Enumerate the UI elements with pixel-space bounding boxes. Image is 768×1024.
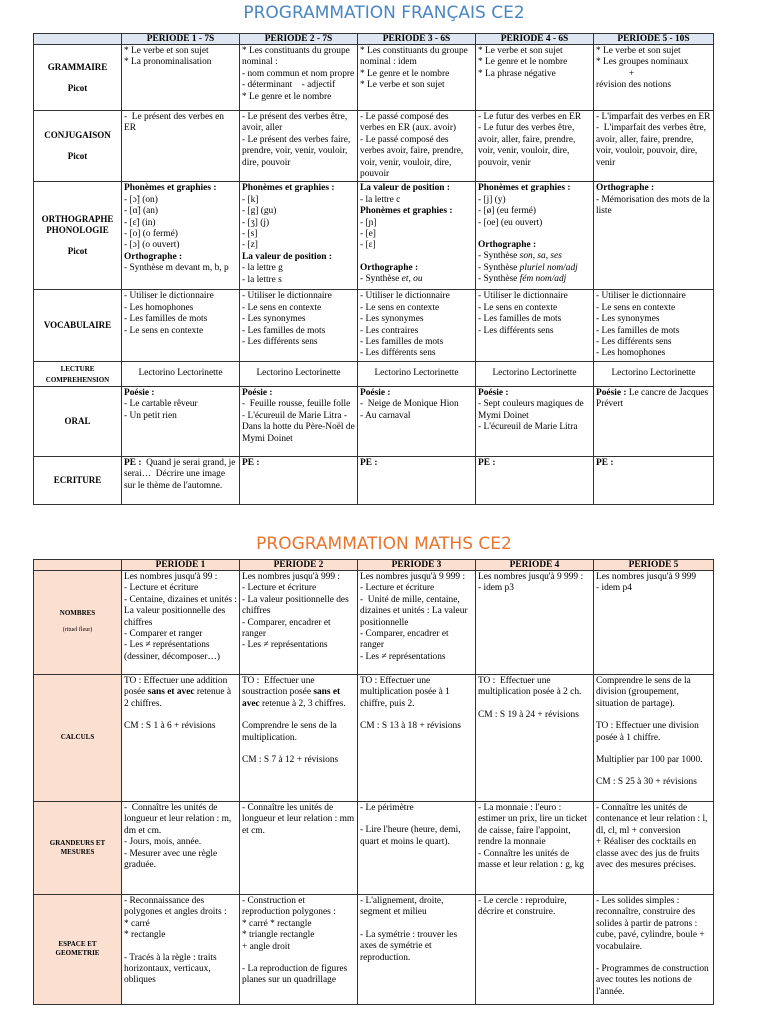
cell-line: - Lire l'heure (heure, demi, quart et moins le quart). [360, 825, 463, 847]
blank-line [360, 919, 473, 930]
cell-line: Orthographe : [596, 183, 655, 194]
cell-line: - Synthèse fém nom/adj [478, 274, 567, 285]
cell-line: * La phrase négative [478, 68, 556, 79]
table-cell [122, 674, 240, 801]
table-row [34, 182, 714, 290]
cell-line: - Connaître les unités de longueur et leur relation : m, dm et cm. [124, 802, 234, 836]
cell-line: - Utiliser le dictionnaire [242, 291, 332, 302]
cell-line: - Le sens en contexte [242, 302, 322, 313]
table-cell [122, 290, 240, 361]
row-label: GRANDEURS ET MESURES [49, 838, 106, 856]
table-cell [476, 801, 594, 894]
cell-line: Poésie : Le cancre de Jacques Prévert [596, 387, 711, 410]
cell-line: * triangle rectangle [242, 930, 315, 941]
cell-line: - Les différents sens [596, 337, 672, 348]
cell-line: - Mesurer avec une règle graduée. [124, 848, 220, 870]
cell-line: - Comparer, encadrer et ranger [242, 617, 333, 639]
table-cell [358, 111, 476, 182]
cell-line: révision des notions [596, 80, 671, 91]
cell-line: - La reproduction de figures planes sur un quadrillage [242, 963, 350, 986]
cell-line: - Le passé composé des verbes avoir, faire, prendre, voir, venir, vouloir, dire, pouvoir [360, 134, 466, 180]
table-cell [476, 386, 594, 456]
table-cell [358, 674, 476, 801]
cell-line: - Utiliser le dictionnaire [360, 291, 450, 302]
cell-line: - Les contraires [360, 325, 419, 336]
corner-cell [34, 34, 122, 45]
table-cell [476, 111, 594, 182]
table-row [34, 386, 714, 456]
cell-line: - [z] [242, 240, 258, 251]
cell-line: - Les solides simples : reconnaître, construire des solides à partir de patrons : cube, pavé, cylindre, boule + vocabulaire. [596, 895, 707, 952]
cell-line: - Synthèse m devant m, b, p [124, 263, 229, 274]
cell-line: - [e] [360, 229, 376, 240]
table-cell [240, 801, 358, 894]
cell-line: Orthographe : [478, 240, 537, 251]
cell-line: CM : S 7 à 12 + révisions [242, 754, 339, 765]
cell-line: * Le genre et le nombre [360, 68, 450, 79]
cell-line: - Comparer et ranger [124, 628, 203, 639]
cell-line: Comprendre le sens de la multiplication. [242, 721, 340, 743]
blank-line [124, 710, 237, 721]
period-header: PERIODE 2 - 7S [240, 34, 358, 45]
cell-line: - Un petit rien [124, 410, 177, 421]
cell-line: Les nombres jusqu'à 9 999 [596, 571, 697, 582]
cell-line: - La monnaie : l'euro : estimer un prix, lire un ticket de caisse, faire l'appoint, rendre la monnaie [478, 802, 590, 848]
table-cell [594, 894, 714, 1004]
cell-line: - Sept couleurs magiques de Mymi Doinet [478, 399, 587, 421]
cell-line: - La symétrie : trouver les axes de symétrie et reproduction. [360, 929, 460, 963]
table-cell [594, 182, 714, 290]
maths-header-row [34, 559, 714, 570]
row-label: NOMBRES [59, 609, 96, 618]
row-header [34, 111, 122, 182]
maths-program-table [33, 559, 714, 1005]
cell-line: Poésie : [360, 387, 391, 398]
cell-line: - Les familles de mots [596, 325, 680, 336]
table-cell [240, 570, 358, 674]
table-row [34, 290, 714, 361]
table-row [34, 361, 714, 386]
cell-line: Phonèmes et graphies : [242, 183, 335, 194]
period-header: PERIODE 4 [476, 559, 594, 570]
table-cell [122, 45, 240, 111]
cell-line: - [ɛ̃] (in) [124, 217, 156, 228]
cell-line: - Les synonymes [360, 314, 424, 325]
blank-line [124, 942, 237, 953]
cell-line: - la lettre s [242, 274, 282, 285]
cell-line: CM : S 25 à 30 + révisions [596, 777, 697, 788]
table-cell [358, 570, 476, 674]
blank-line [478, 699, 591, 710]
maths-table-body [34, 570, 714, 1004]
cell-line: - Les familles de mots [124, 314, 208, 325]
period-header: PERIODE 3 - 6S [358, 34, 476, 45]
row-header [34, 182, 122, 290]
row-header [34, 674, 122, 801]
cell-line: Phonèmes et graphies : [124, 183, 217, 194]
cell-line: - déterminant - adjectif [242, 80, 336, 91]
table-cell [476, 45, 594, 111]
cell-line: CM : S 13 à 18 + révisions [360, 721, 461, 732]
cell-line: * Le verbe et son sujet [360, 80, 445, 91]
table-cell [476, 456, 594, 504]
cell-line: * Le verbe et son sujet [596, 46, 681, 56]
cell-line: - Tracés à la règle : traits horizontaux, verticaux, obliques [124, 952, 220, 986]
cell-line: * carré [124, 918, 150, 929]
cell-line: Lectorino Lectorinette [138, 368, 223, 379]
row-header [34, 361, 122, 386]
table-cell [594, 570, 714, 674]
blank-line [596, 766, 711, 777]
cell-line: - Connaître les unités de masse et leur relation : g, kg [478, 848, 584, 870]
table-cell [358, 45, 476, 111]
row-label: ORTHOGRAPHE PHONOLOGIE [41, 214, 114, 236]
table-cell [122, 111, 240, 182]
table-cell [594, 674, 714, 801]
blank-line [596, 953, 711, 964]
row-label: LECTURE COMPREHENSION [45, 364, 110, 384]
cell-line: - L'imparfait des verbes en ER [596, 112, 711, 122]
cell-line: - Les synonymes [596, 314, 660, 325]
cell-line: - [oe] (eu ouvert) [478, 217, 543, 228]
table-row [34, 45, 714, 111]
cell-line: Les nombres jusqu'à 9 999 : [360, 571, 466, 582]
table-cell [240, 182, 358, 290]
table-cell [358, 894, 476, 1004]
cell-line: - L'écureuil de Marie Litra [478, 422, 578, 433]
blank-line [242, 710, 355, 721]
cell-line: Orthographe : [124, 251, 183, 262]
cell-line: - Le cercle : reproduire, décrire et construire. [478, 895, 570, 918]
table-cell [358, 290, 476, 361]
table-row [34, 111, 714, 182]
cell-line: - Le sens en contexte [596, 302, 676, 313]
table-cell [358, 182, 476, 290]
cell-line: - Reconnaissance des polygones et angles droits : [124, 895, 227, 918]
cell-line: - Au carnaval [360, 410, 411, 421]
cell-line: PE : [478, 457, 496, 468]
period-header: PERIODE 2 [240, 559, 358, 570]
cell-line: - Les ≠ représentations (dessiner, décomposer…) [124, 640, 220, 662]
cell-line: - Feuille rousse, feuille folle - L'écureuil de Marie Litra - Dans la hotte du Père-Noël de Mymi Doinet [242, 399, 358, 444]
cell-line: - Connaître les unités de contenance et leur relation : l, dl, cl, ml + conversion [596, 802, 710, 836]
cell-line: - [j] (y) [478, 194, 506, 205]
cell-line: - Lecture et écriture [124, 583, 199, 594]
row-sublabel: Picot [67, 151, 88, 162]
cell-line: Lectorino Lectorinette [374, 368, 459, 379]
table-row [34, 456, 714, 504]
blank-line [360, 814, 473, 825]
table-cell [240, 456, 358, 504]
cell-line: - Les différents sens [478, 325, 554, 336]
cell-line: - [ɲ] [360, 217, 377, 228]
cell-line: - Synthèse et, ou [360, 274, 423, 285]
cell-line: Orthographe : [360, 262, 419, 273]
period-header: PERIODE 1 [122, 559, 240, 570]
cell-line: - [ʒ] (j) [242, 217, 270, 228]
table-cell [240, 290, 358, 361]
cell-line: Les nombres jusqu'à 999 : [242, 571, 341, 582]
row-label: GRAMMAIRE [47, 61, 108, 72]
table-cell [476, 290, 594, 361]
cell-line: - La valeur positionnelle des chiffres [242, 594, 352, 617]
cell-line: - Programmes de construction avec toutes les notions de l'année. [596, 963, 712, 997]
cell-line: Les nombres jusqu'à 99 : [124, 571, 218, 582]
period-header: PERIODE 5 [594, 559, 714, 570]
table-cell [594, 456, 714, 504]
cell-line: - Utiliser le dictionnaire [124, 291, 214, 302]
table-cell [594, 45, 714, 111]
cell-line: - Les synonymes [242, 314, 306, 325]
table-cell [122, 361, 240, 386]
cell-line: Poésie : [124, 387, 155, 398]
cell-line: TO : Effectuer une division posée à 1 chiffre. [596, 721, 702, 743]
cell-line: - Le futur des verbes être, avoir, aller, faire, prendre, voir, venir, vouloir, dire, pouvoir, venir [478, 123, 578, 168]
cell-line: - Comparer, encadrer et ranger [360, 628, 451, 651]
blank-line [596, 744, 711, 755]
cell-line: CM : S 1 à 6 + révisions [124, 721, 216, 732]
row-sublabel: Picot [67, 82, 88, 93]
table-cell [240, 361, 358, 386]
cell-line: - nom commun et nom propre [242, 68, 355, 79]
cell-line: - Le présent des verbes faire, prendre, voir, venir, vouloir, dire, pouvoir [242, 134, 353, 168]
cell-line: - la lettre c [360, 194, 401, 205]
table-cell [476, 361, 594, 386]
cell-line: PE : [242, 457, 260, 468]
row-header [34, 894, 122, 1004]
row-header [34, 456, 122, 504]
cell-line: TO : Effectuer une multiplication posée à 2 ch. [478, 675, 582, 698]
cell-line: - [o] (o fermé) [124, 229, 178, 240]
french-program-table [33, 33, 714, 505]
cell-line: - Les familles de mots [360, 337, 444, 348]
row-sublabel: (rituel fleur) [62, 627, 93, 634]
cell-line: - Le périmètre [360, 802, 414, 813]
cell-line: Les nombres jusqu'à 9 999 : [478, 571, 584, 582]
cell-line: - Le présent des verbes en ER [124, 112, 227, 134]
table-cell [358, 801, 476, 894]
cell-line: - Les ≠ représentations [242, 640, 328, 651]
cell-line: PE : Quand je serai grand, je serai… Décrire une image sur le thème de l'automne. [124, 457, 238, 491]
cell-line: - Les familles de mots [478, 314, 562, 325]
table-cell [122, 570, 240, 674]
table-row [34, 570, 714, 674]
table-cell [122, 894, 240, 1004]
cell-line: - L'alignement, droite, segment et milieu [360, 895, 446, 918]
cell-line: * Le verbe et son sujet [124, 46, 209, 56]
table-cell [122, 182, 240, 290]
row-sublabel: Picot [67, 246, 88, 257]
cell-line: * Le genre et le nombre [478, 57, 568, 68]
table-cell [240, 894, 358, 1004]
table-cell [594, 111, 714, 182]
cell-line: - Unité de mille, centaine, dizaines et unités : La valeur positionnelle [360, 594, 470, 628]
cell-line: - Lecture et écriture [360, 583, 435, 594]
cell-line: Lectorino Lectorinette [256, 368, 341, 379]
cell-line: - [k] [242, 194, 259, 205]
table-cell [594, 386, 714, 456]
cell-line: - la lettre g [242, 263, 283, 274]
table-row [34, 801, 714, 894]
row-label: CONJUGAISON [44, 130, 111, 141]
cell-line: * Le genre et le nombre [242, 91, 332, 102]
cell-line: - [s] [242, 229, 258, 240]
cell-line: - [g] (gu) [242, 206, 277, 217]
cell-line: Comprendre le sens de la division (groupement, situation de partage). [596, 675, 694, 709]
table-cell [594, 801, 714, 894]
table-cell [476, 894, 594, 1004]
row-header [34, 290, 122, 361]
table-row [34, 894, 714, 1004]
maths-program-title: PROGRAMMATION MATHS CE2 [256, 533, 512, 554]
cell-line: La valeur de position : [360, 183, 450, 194]
cell-line: - Centaine, dizaines et unités : La valeur positionnelle des chiffres [124, 594, 240, 628]
cell-line: * Les constituants du groupe nominal : idem [360, 46, 471, 68]
cell-line: Lectorino Lectorinette [611, 368, 696, 379]
row-header [34, 45, 122, 111]
row-label: CALCULS [60, 733, 95, 742]
cell-line: Phonèmes et graphies : [360, 206, 453, 217]
french-header-row [34, 34, 714, 45]
cell-line: - Synthèse pluriel nom/adj [478, 262, 578, 273]
cell-line: - [ø] (eu fermé) [478, 206, 537, 217]
cell-line: - [ɛ] [360, 240, 376, 251]
cell-line: - Neige de Monique Hion [360, 399, 459, 410]
table-cell [594, 290, 714, 361]
table-cell [476, 182, 594, 290]
cell-line: - Le passé composé des verbes en ER (aux. avoir) [360, 112, 457, 134]
table-cell [122, 386, 240, 456]
row-header [34, 801, 122, 894]
cell-line: Multiplier par 100 par 1000. [596, 754, 703, 765]
cell-line: * carré * rectangle [242, 918, 312, 929]
cell-line: PE : [360, 457, 378, 468]
table-cell [122, 456, 240, 504]
cell-line: * rectangle [124, 930, 166, 941]
row-header [34, 570, 122, 674]
period-header: PERIODE 4 - 6S [476, 34, 594, 45]
cell-line: * Le verbe et son sujet [478, 46, 563, 56]
row-label: ESPACE ET GEOMETRIE [55, 940, 100, 958]
cell-line: - Le sens en contexte [478, 302, 558, 313]
cell-line: - Jours, mois, année. [124, 837, 202, 848]
cell-line: - Le cartable rêveur [124, 399, 198, 410]
french-table-body [34, 45, 714, 505]
french-program-title: PROGRAMMATION FRANÇAIS CE2 [243, 3, 525, 23]
cell-line: - Les différents sens [242, 337, 318, 348]
cell-line: TO : Effectuer une addition posée sans et avec retenue à 2 chiffres. [124, 675, 234, 709]
table-cell [358, 386, 476, 456]
blank-line [478, 229, 591, 240]
row-label: ECRITURE [53, 474, 102, 485]
cell-line: - [ɔ̃] (on) [124, 194, 158, 205]
cell-line: - L'imparfait des verbes être, avoir, aller, faire, prendre, voir, vouloir, pouvoir, dire, venir [596, 123, 709, 168]
period-header: PERIODE 1 - 7S [122, 34, 240, 45]
table-cell [476, 570, 594, 674]
cell-line: Poésie : [242, 387, 273, 398]
cell-line: CM : S 19 à 24 + révisions [478, 709, 579, 720]
cell-line: - Les ≠ représentations [360, 651, 446, 662]
cell-line: + Réaliser des cocktails en classe avec des jus de fruits avec des mesures précises. [596, 837, 702, 870]
table-row [34, 674, 714, 801]
cell-line: Lectorino Lectorinette [492, 368, 577, 379]
cell-line: - Utiliser le dictionnaire [478, 291, 568, 302]
cell-line: TO : Effectuer une soustraction posée sans et avec retenue à 2, 3 chiffres. [242, 675, 346, 709]
cell-line: - [ɔ] (o ouvert) [124, 240, 180, 251]
table-cell [122, 801, 240, 894]
cell-line: Poésie : [478, 387, 509, 398]
cell-line: - Les homophones [124, 302, 194, 313]
cell-line: + [596, 68, 635, 79]
row-label: VOCABULAIRE [43, 320, 112, 331]
period-header: PERIODE 5 - 10S [594, 34, 714, 45]
cell-line: - Lecture et écriture [242, 583, 317, 594]
cell-line: - Mémorisation des mots de la liste [596, 194, 713, 217]
cell-line: - idem p3 [478, 583, 514, 594]
cell-line: - Connaître les unités de longueur et leur relation : mm et cm. [242, 802, 357, 836]
cell-line: Phonèmes et graphies : [478, 183, 571, 194]
blank-line [242, 744, 355, 755]
cell-line: - [ɑ̃] (an) [124, 206, 159, 217]
table-cell [358, 456, 476, 504]
cell-line: La valeur de position : [242, 251, 332, 262]
table-cell [240, 674, 358, 801]
cell-line: PE : [596, 457, 614, 468]
cell-line: - Les familles de mots [242, 325, 326, 336]
cell-line: - Synthèse son, sa, ses [478, 251, 562, 262]
cell-line: - Construction et reproduction polygones : [242, 895, 336, 918]
cell-line: - Le sens en contexte [124, 325, 204, 336]
cell-line: - Le présent des verbes être, avoir, aller [242, 112, 350, 134]
cell-line: - Utiliser le dictionnaire [596, 291, 686, 302]
table-cell [358, 361, 476, 386]
cell-line: - idem p4 [596, 583, 632, 594]
cell-line: * La pronominalisation [124, 57, 212, 68]
table-cell [476, 674, 594, 801]
blank-line [596, 710, 711, 721]
cell-line: - Le futur des verbes en ER [478, 112, 582, 122]
cell-line: - Les homophones [596, 348, 666, 359]
cell-line: - Les différents sens [360, 348, 436, 359]
cell-line: * Les constituants du groupe nominal : [242, 46, 353, 68]
cell-line: + angle droit [242, 941, 290, 952]
table-cell [240, 111, 358, 182]
table-cell [240, 386, 358, 456]
blank-line [242, 953, 355, 964]
corner-cell [34, 559, 122, 570]
period-header: PERIODE 3 [358, 559, 476, 570]
table-cell [240, 45, 358, 111]
table-cell [594, 361, 714, 386]
blank-line [360, 710, 473, 721]
row-label: ORAL [64, 415, 91, 426]
row-header [34, 386, 122, 456]
cell-line: TO : Effectuer une multiplication posée à 1 chiffre, puis 2. [360, 675, 453, 709]
cell-line: * Les groupes nominaux [596, 57, 689, 68]
cell-line: - Le sens en contexte [360, 302, 440, 313]
blank-line [360, 252, 473, 263]
